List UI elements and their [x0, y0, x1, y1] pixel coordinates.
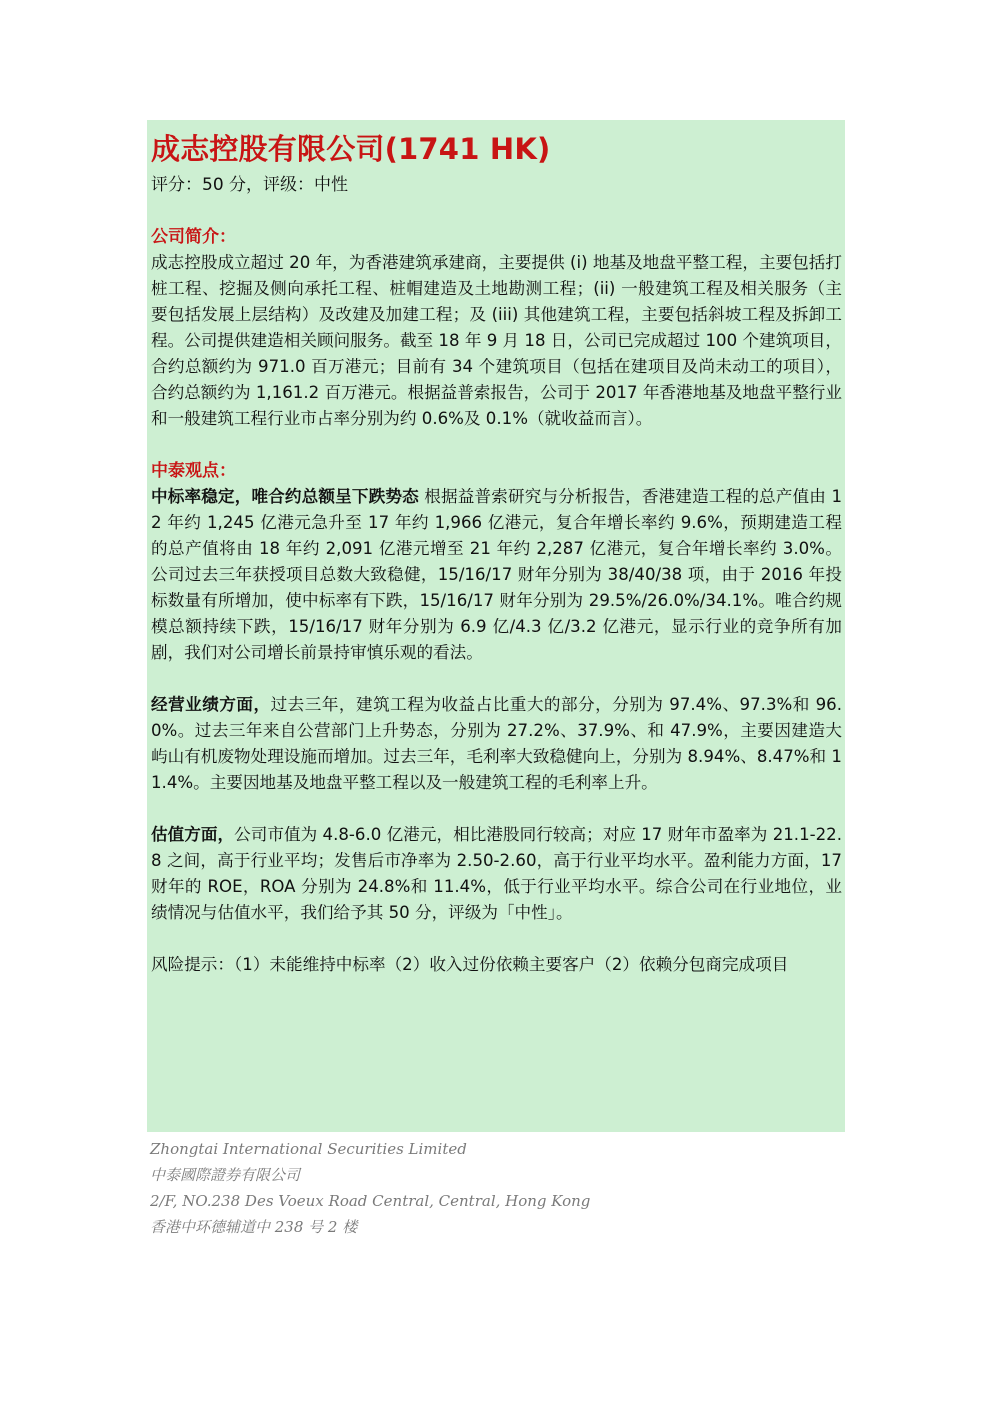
report-title: 成志控股有限公司(1741 HK)	[151, 132, 551, 166]
ops-text: 过去三年，建筑工程为收益占比重大的部分，分别为 97.4%、97.3%和 96.0%。过去三年来自公营部门上升势态，分别为 27.2%、37.9%、和 47.9%，主要因建造大屿山有机废物处理设施而增加。过去三年，毛利率大致稳健向上，分别为 8.94%、8.47%和 11.4%。主要因地基及地盘平整工程以及一般建筑工程的毛利率上升。	[151, 695, 843, 792]
spacer	[151, 926, 842, 952]
footer	[150, 1136, 850, 1240]
spacer	[151, 432, 842, 458]
risk-paragraph: 风险提示：（1）未能维持中标率（2）收入过份依赖主要客户（2）依赖分包商完成项目	[151, 955, 789, 974]
view-heading: 中泰观点：	[151, 461, 236, 481]
intro-paragraph: 成志控股成立超过 20 年，为香港建筑承建商，主要提供 (i) 地基及地盘平整工程，主要包括打桩工程、挖掘及侧向承托工程、桩帽建造及土地勘测工程；(ii) 一般建筑工程及相关服务（主要包括发展上层结构）及改建及加建工程；及 (iii) 其他建筑工程，主要包括斜坡工程及拆卸工程。公司提供建造相关顾问服务。截至 18 年 9 月 18 日，公司已完成超过 100 个建筑项目，合约总额约为 971.0 百万港元；目前有 34 个建筑项目（包括在建项目及尚未动工的项目），合约总额约为 1,161.2 百万港元。根据益普索报告，公司于 2017 年香港地基及地盘平整行业和一般建筑工程行业市占率分别为约 0.6%及 0.1%（就收益而言）。	[151, 253, 842, 428]
footer-address-en: 2/F, NO.238 Des Voeux Road Central, Central, Hong Kong	[150, 1192, 591, 1210]
report-panel	[147, 120, 845, 1132]
valuation-text: 公司市值为 4.8-6.0 亿港元，相比港股同行较高；对应 17 财年市盈率为 21.1-22.8 之间，高于行业平均；发售后市净率为 2.50-2.60，高于行业平均水平。盈利能力方面，17 财年的 ROE，ROA 分别为 24.8%和 11.4%，低于行业平均水平。综合公司在行业地位，业绩情况与估值水平，我们给予其 50 分，评级为「中性」。	[151, 825, 843, 922]
ops-lead: 经营业绩方面，	[151, 695, 271, 714]
footer-company-en: Zhongtai International Securities Limited	[150, 1140, 467, 1158]
view-paragraph	[151, 484, 842, 666]
view-lead: 中标率稳定，唯合约总额呈下跌势态	[151, 487, 419, 506]
rating-line: 评分：50 分，评级：中性	[151, 175, 349, 195]
spacer	[151, 666, 842, 692]
valuation-paragraph	[151, 822, 842, 926]
view-text: 根据益普索研究与分析报告，香港建造工程的总产值由 12 年约 1,245 亿港元急升至 17 年约 1,966 亿港元，复合年增长率约 9.6%，预期建造工程的总产值将由 18 年约 2,091 亿港元增至 21 年约 2,287 亿港元，复合年增长率约 3.0%。公司过去三年获授项目总数大致稳健，15/16/17 财年分别为 38/40/38 项，由于 2016 年投标数量有所增加，使中标率有下跌，15/16/17 财年分别为 29.5%/26.0%/34.1%。唯合约规模总额持续下跌，15/16/17 财年分别为 6.9 亿/4.3 亿/3.2 亿港元，显示行业的竞争所有加剧，我们对公司增长前景持审慎乐观的看法。	[151, 487, 843, 662]
spacer	[151, 198, 842, 224]
ops-paragraph	[151, 692, 842, 796]
spacer	[151, 796, 842, 822]
intro-heading: 公司简介：	[151, 227, 236, 247]
valuation-lead: 估值方面，	[151, 825, 235, 844]
footer-address-zh: 香港中环德辅道中 238 号 2 楼	[150, 1218, 358, 1236]
footer-company-zh: 中泰國際證券有限公司	[150, 1166, 301, 1184]
